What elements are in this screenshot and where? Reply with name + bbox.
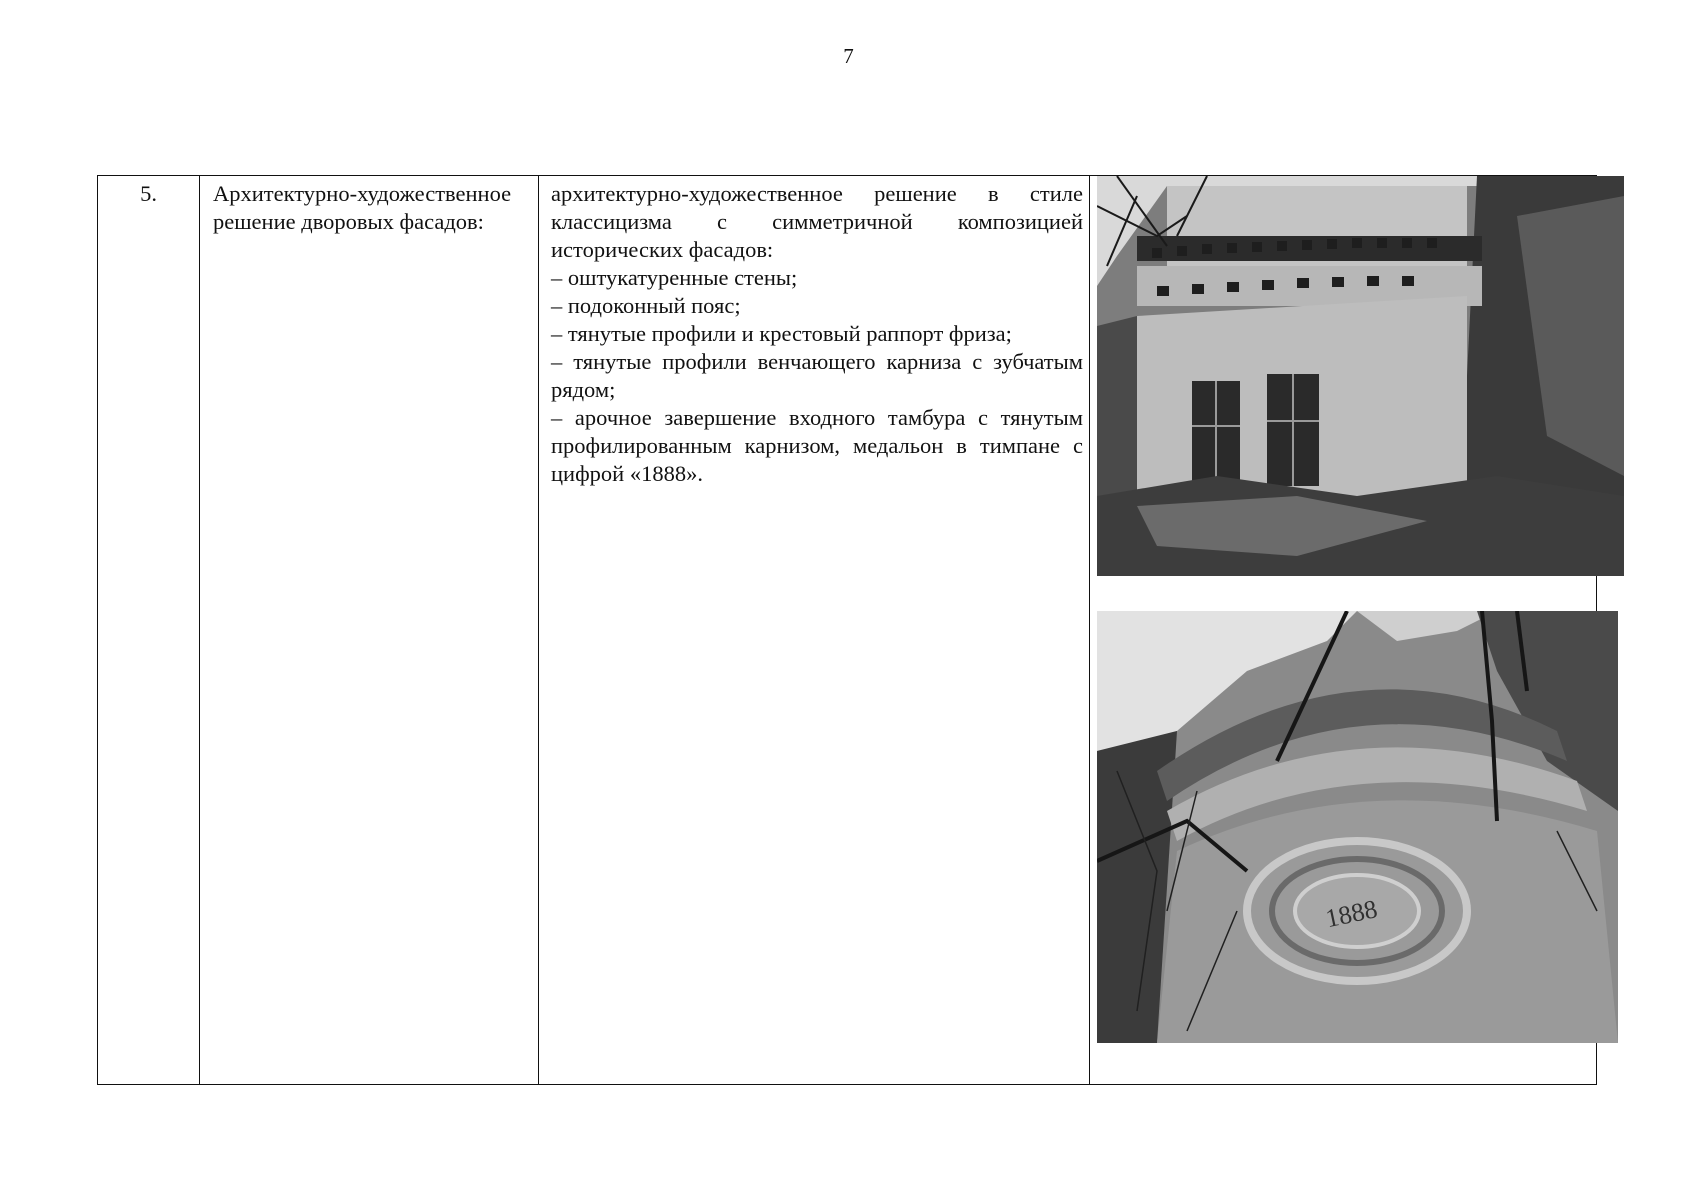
table-row — [98, 176, 1597, 1085]
description-item: – арочное завершение входного тамбура с тянутым профилированным карнизом, медальон в тимпане с цифрой «1888». — [551, 405, 1083, 486]
page-number: 7 — [843, 44, 854, 68]
photo-cell — [1090, 176, 1597, 1085]
building-facade-photo — [1097, 176, 1624, 576]
medallion-1888-photo — [1097, 611, 1618, 1043]
row-number: 5. — [98, 176, 200, 1085]
row-title: Архитектурно-художественное решение дворовых фасадов: — [200, 176, 539, 1085]
description-item: – тянутые профили венчающего карниза с зубчатым рядом; — [551, 349, 1083, 402]
medallion-inscription: 1888 — [1322, 894, 1380, 934]
description-item: – оштукатуренные стены; — [551, 265, 798, 290]
description-item: – тянутые профили и крестовый раппорт фриза; — [551, 321, 1012, 346]
row-description — [539, 176, 1090, 1085]
description-intro: архитектурно-художественное решение в стиле классицизма с симметричной композицией исторических фасадов: — [551, 181, 1083, 262]
requirements-table — [97, 175, 1597, 1085]
description-item: – подоконный пояс; — [551, 293, 741, 318]
